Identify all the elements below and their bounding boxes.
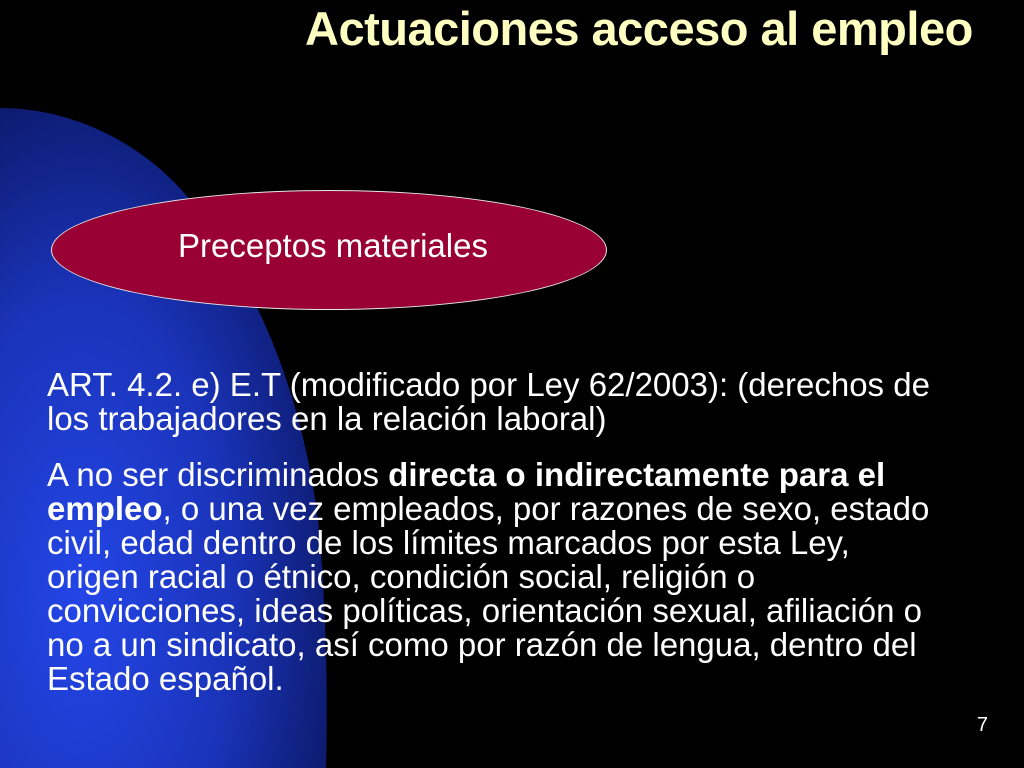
paragraph-bold-text: empleo	[47, 490, 163, 527]
slide-number: 7	[976, 714, 988, 736]
paragraph-text-part: , o una vez empleados, por razones de sexo, estado civil, edad dentro de los límites marcados por esta Ley, origen racial o étnico, condición social, religión o convicciones, ideas políticas, orientación sexual, afiliación o no a un sindicato, así como por razón de lengua, dentro del Estado español.	[47, 490, 930, 697]
topic-ellipse-label: Preceptos materiales	[178, 227, 488, 264]
article-reference-paragraph: ART. 4.2. e) E.T (modificado por Ley 62/2003): (derechos de los trabajadores en la relación laboral)	[47, 366, 930, 437]
discrimination-paragraph	[47, 458, 947, 696]
body-text	[47, 368, 947, 718]
paragraph-bold-text: directa o indirectamente para el	[388, 456, 886, 493]
paragraph-text-part: A no ser discriminados	[47, 456, 389, 493]
slide-title: Actuaciones acceso al empleo	[305, 2, 973, 55]
